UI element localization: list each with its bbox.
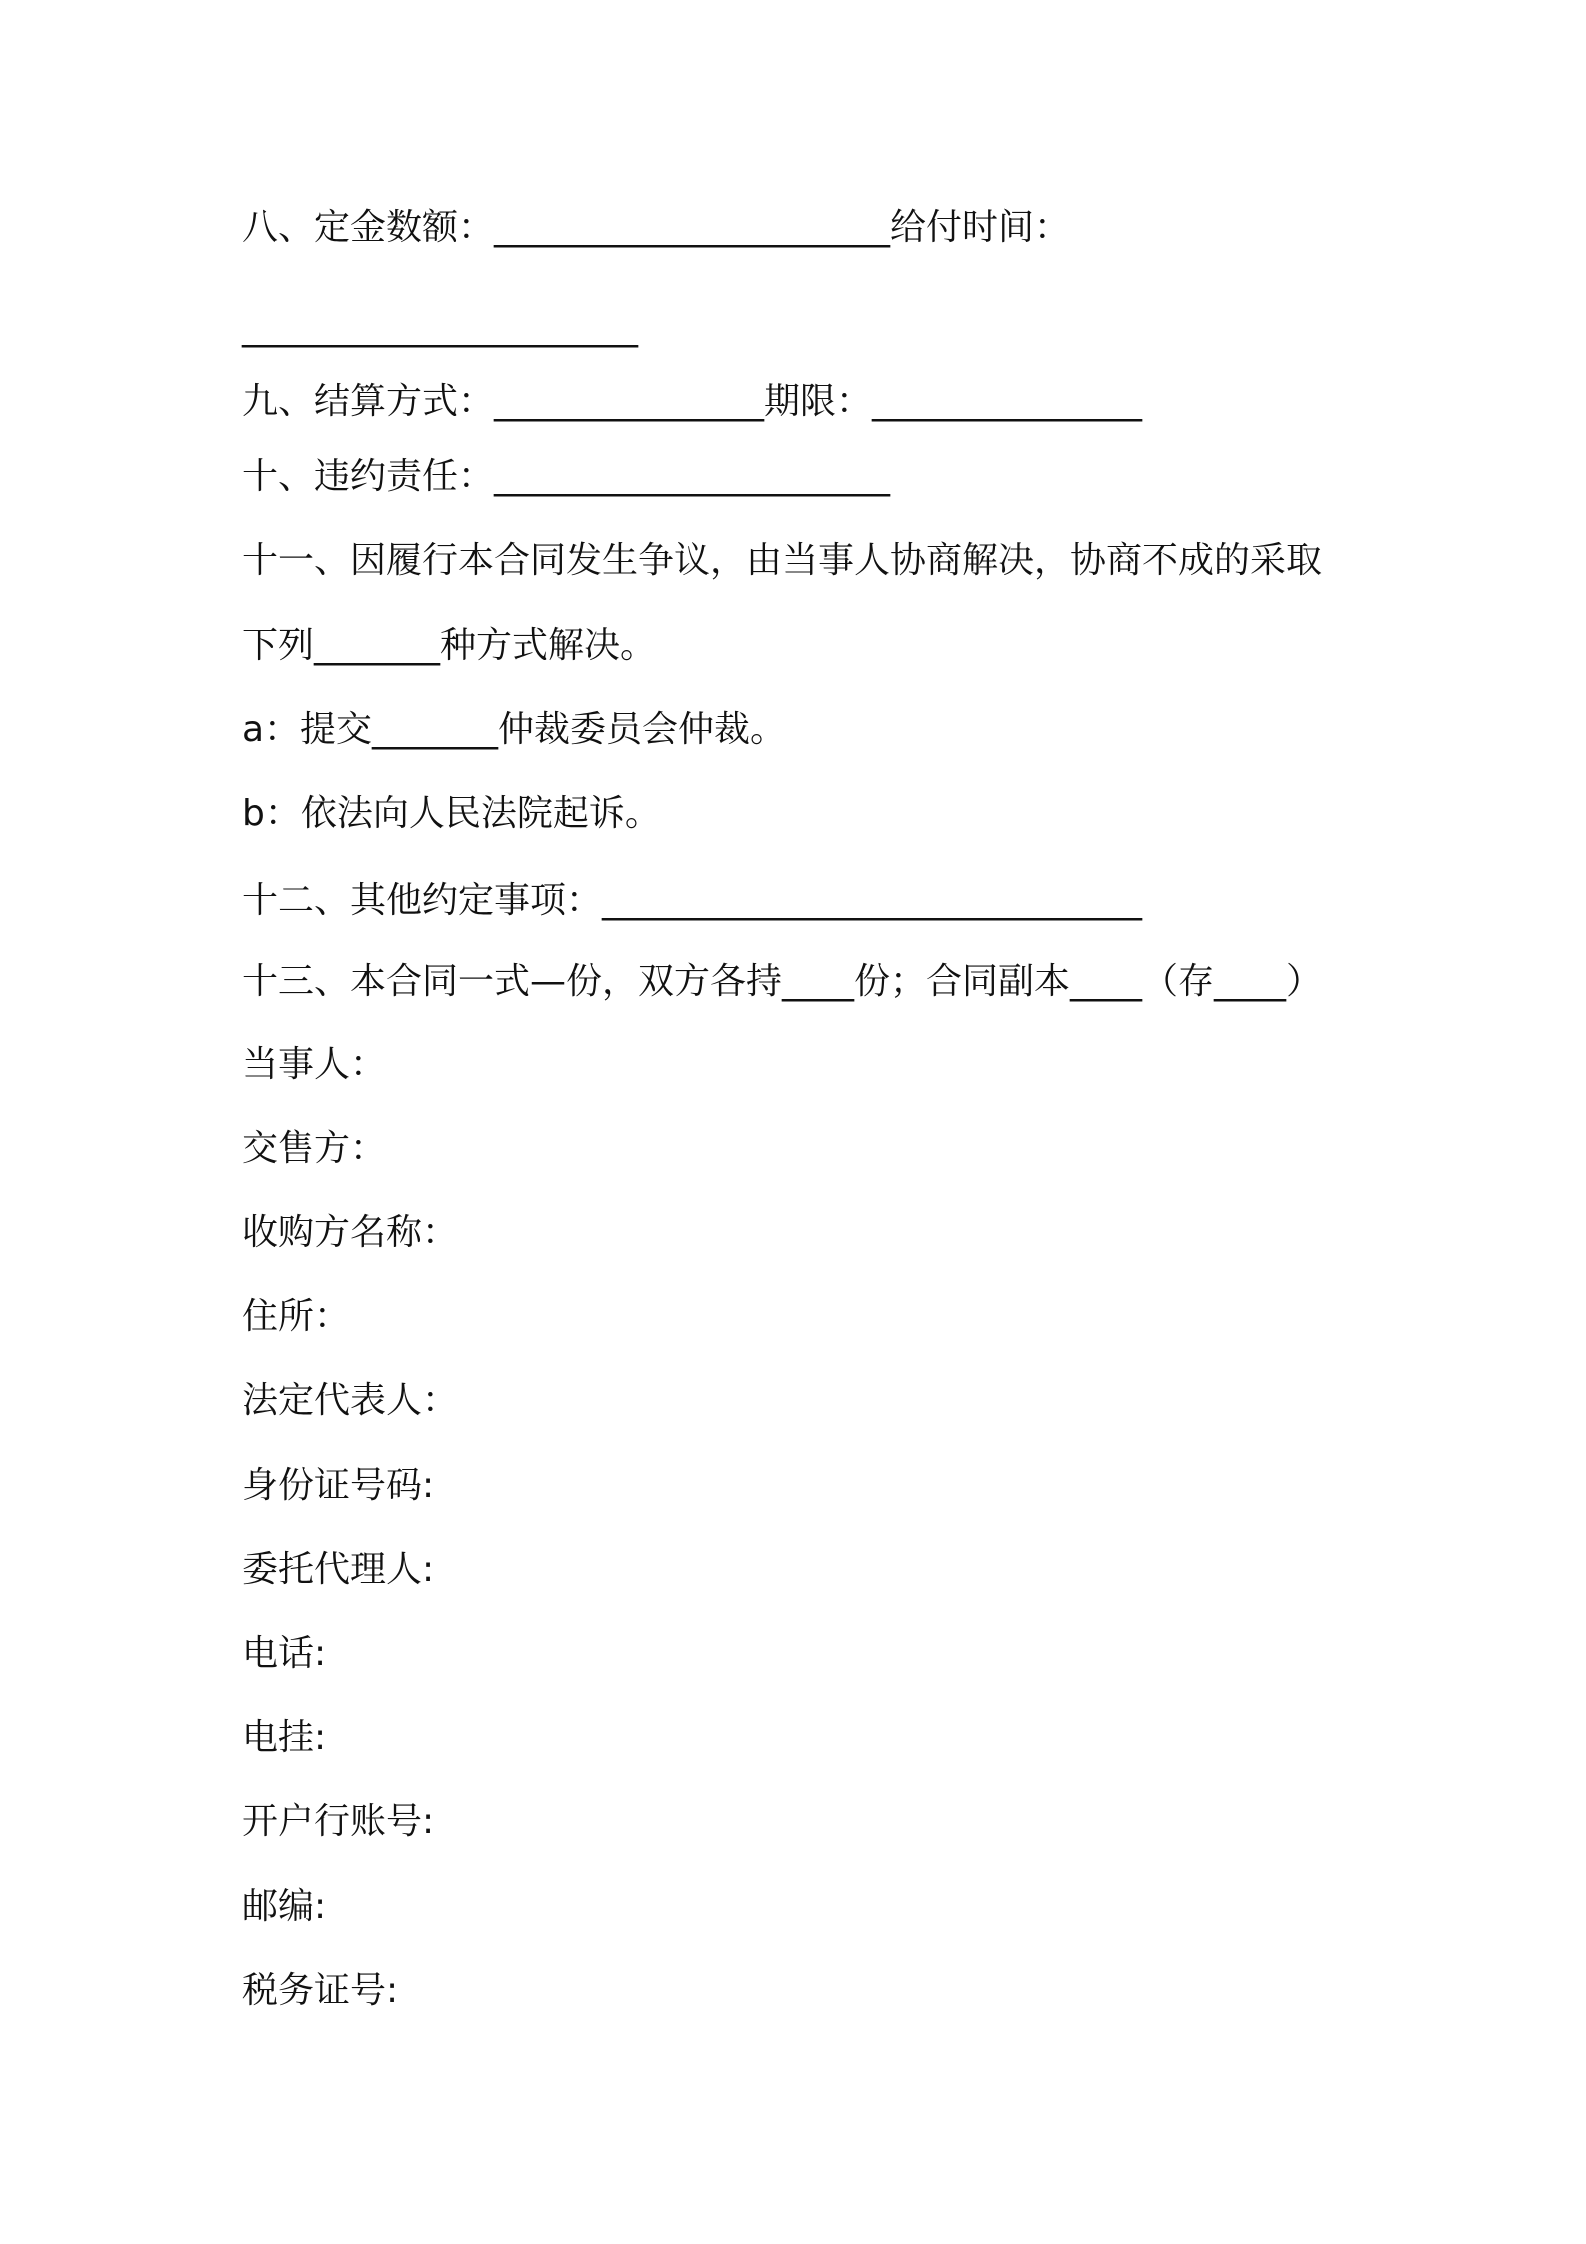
bank-account-label: 开户行账号:: [242, 1801, 435, 1842]
tax-id-label: 税务证号:: [242, 1970, 399, 2011]
legal-representative-label: 法定代表人：: [242, 1380, 459, 1421]
clause-11-dispute: 十一、因履行本合同发生争议，由当事人协商解决，协商不成的采取: [242, 540, 1323, 581]
phone-label: 电话:: [242, 1633, 327, 1674]
seller-label: 交售方：: [242, 1128, 387, 1169]
agent-label: 委托代理人:: [242, 1549, 435, 1590]
clause-10-liability: 十、违约责任：______________________: [242, 456, 891, 497]
clause-11-option-b: b：依法向人民法院起诉。: [242, 793, 661, 834]
clause-11-option-a: a：提交_______仲裁委员会仲裁。: [242, 709, 787, 750]
clause-8-payment-time-blank: ______________________: [242, 307, 638, 348]
buyer-name-label: 收购方名称：: [242, 1212, 459, 1253]
clause-8-deposit: 八、定金数额：______________________给付时间：: [242, 207, 1071, 248]
clause-12-other-matters: 十二、其他约定事项：______________________________: [242, 880, 1143, 921]
address-label: 住所：: [242, 1296, 351, 1337]
clause-9-settlement: 九、结算方式：_______________期限：_______________: [242, 381, 1143, 422]
clause-13-copies: 十三、本合同一式—份，双方各持____份；合同副本____（存____）: [242, 961, 1323, 1002]
party-heading: 当事人：: [242, 1044, 387, 1085]
clause-11-resolution: 下列_______种方式解决。: [242, 625, 657, 666]
id-number-label: 身份证号码:: [242, 1465, 435, 1506]
postcode-label: 邮编:: [242, 1886, 327, 1927]
telegraph-label: 电挂:: [242, 1717, 327, 1758]
